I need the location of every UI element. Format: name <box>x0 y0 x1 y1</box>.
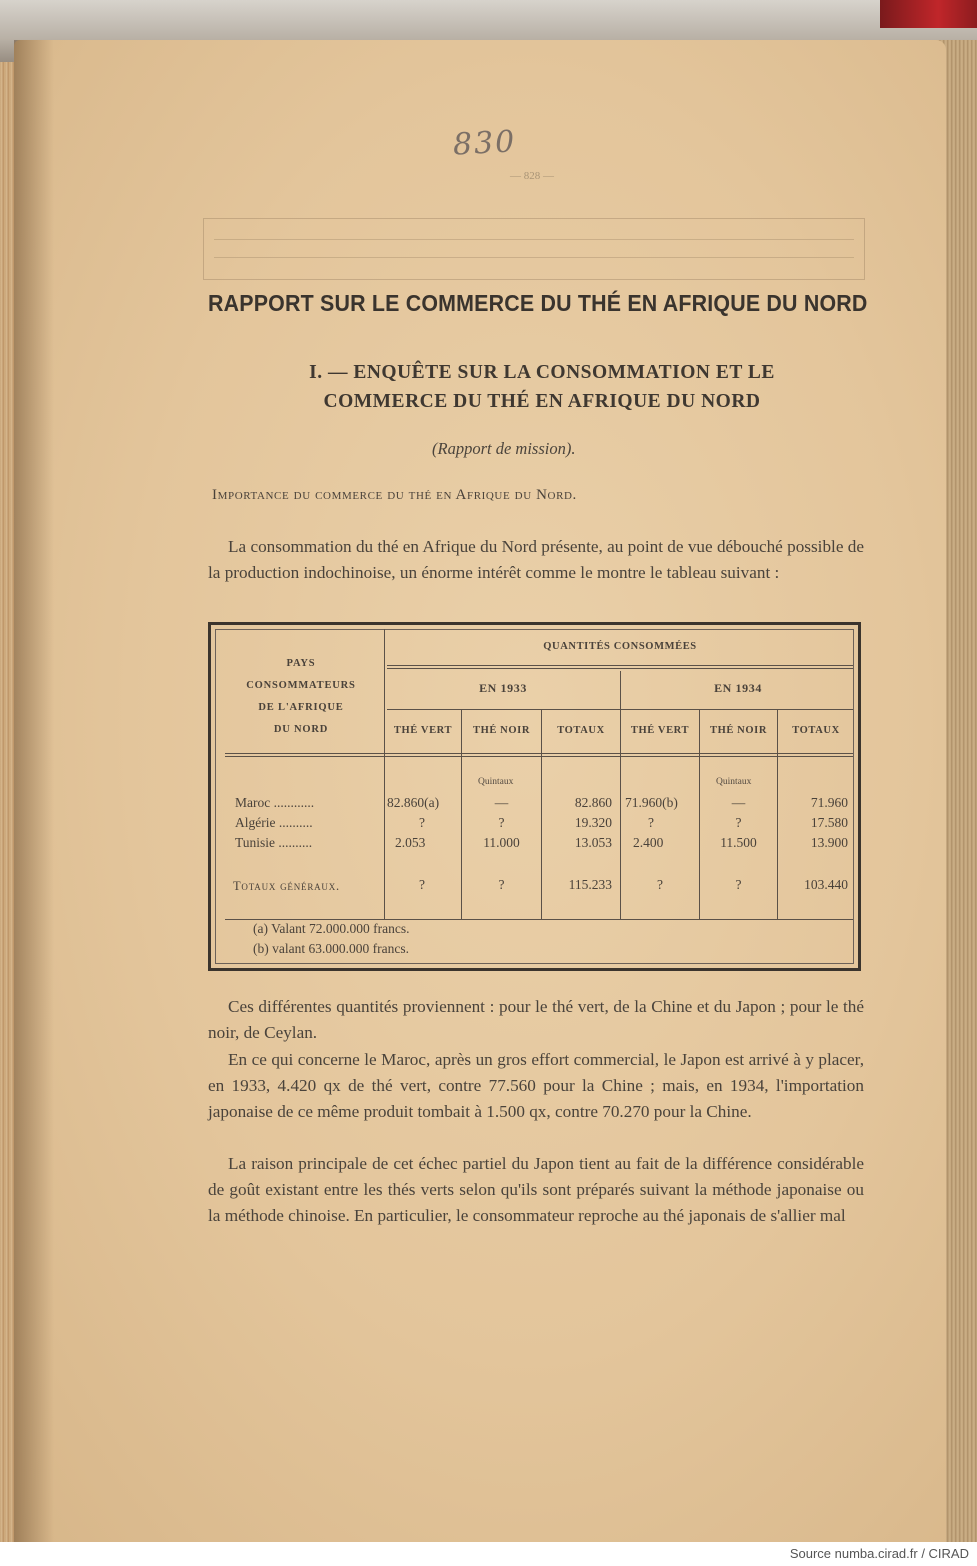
country-header-line: CONSOMMATEURS <box>246 680 356 691</box>
table-cell: ? <box>735 877 742 892</box>
section-title-line-1: I. — ENQUÊTE SUR LA CONSOMMATION ET LE <box>309 362 775 383</box>
table-cell: 71.960(b) <box>625 795 678 810</box>
paragraph-raison: La raison principale de cet échec partiel du Japon tient au fait de la différence considérable de goût existant entre les thés verts selon qu'ils sont préparés suivant la méthode japonaise ou la méthode chinoise. En particulier, le consommateur reproche au thé japonais de s'allier mal <box>208 1154 864 1225</box>
table-cell: 71.960 <box>810 795 848 810</box>
table-cell: 11.000 <box>483 835 520 850</box>
bookmark-ribbon <box>880 0 977 28</box>
table-cell: 82.860(a) <box>387 795 440 810</box>
table-cell: 13.053 <box>574 835 612 850</box>
table-cell: 2.053 <box>395 835 426 850</box>
table-cell: ? <box>648 815 654 830</box>
paragraph-maroc: En ce qui concerne le Maroc, après un gros effort commercial, le Japon est arrivé à y placer, en 1933, 4.420 qx de thé vert, contre 77.560 pour la Chine ; mais, en 1934, l'importation japonaise de ce même produit tombait à 1.500 qx, contre 70.270 pour la Chine. <box>208 1050 864 1121</box>
paragraph-intro: La consommation du thé en Afrique du Nord présente, au point de vue débouché possible de la production indochinoise, un énorme intérêt comme le montre le tableau suivant : <box>208 537 864 582</box>
col-totaux-1933: TOTAUX <box>557 725 605 736</box>
col-the-vert-1934: THÉ VERT <box>630 725 690 736</box>
country-header-line: DE L'AFRIQUE <box>258 702 344 713</box>
row-country: Algérie .......... <box>235 815 313 830</box>
table-cell: 19.320 <box>574 815 612 830</box>
table-cell: 17.580 <box>810 815 848 830</box>
table-cell: 11.500 <box>720 835 757 850</box>
subtitle: (Rapport de mission). <box>432 439 576 458</box>
footnote-b: (b) valant 63.000.000 francs. <box>253 941 409 956</box>
totals-label: Totaux généraux. <box>233 879 340 893</box>
col-the-vert-1933: THÉ VERT <box>393 725 453 736</box>
section-title-line-2: COMMERCE DU THÉ EN AFRIQUE DU NORD <box>323 391 761 412</box>
table-cell: ? <box>419 815 425 830</box>
table-cell: 115.233 <box>568 877 612 892</box>
page-number: — 828 — <box>510 170 554 182</box>
table-cell: ? <box>498 877 505 892</box>
handwritten-number: 830 <box>452 124 518 163</box>
show-through-table <box>203 218 865 280</box>
col-the-noir-1933: THÉ NOIR <box>472 725 531 736</box>
row-country: Tunisie .......... <box>235 835 313 850</box>
footnote-a: (a) Valant 72.000.000 francs. <box>253 921 410 936</box>
col-totaux-1934: TOTAUX <box>792 725 840 736</box>
table-cell: — <box>494 795 509 810</box>
country-header-line: DU NORD <box>273 724 329 735</box>
table-cell: ? <box>498 815 505 830</box>
main-title: RAPPORT SUR LE COMMERCE DU THÉ EN AFRIQUE DU NORD <box>208 290 868 316</box>
year-1934-header: EN 1934 <box>714 681 762 695</box>
section-title <box>232 358 852 416</box>
col-the-noir-1934: THÉ NOIR <box>709 725 768 736</box>
table-cell: 2.400 <box>633 835 664 850</box>
quantities-header: QUANTITÉS CONSOMMÉES <box>543 641 697 652</box>
country-column-header <box>225 653 377 741</box>
consumption-table <box>208 622 861 971</box>
source-credit: Source numba.cirad.fr / CIRAD <box>789 1546 969 1561</box>
table-cell: ? <box>419 877 425 892</box>
table-cell: — <box>731 795 746 810</box>
unit-label-1933: Quintaux <box>478 777 514 787</box>
year-1933-header: EN 1933 <box>479 681 527 695</box>
row-country: Maroc ............ <box>235 795 315 810</box>
unit-label-1934: Quintaux <box>716 777 752 787</box>
table-cell: ? <box>735 815 742 830</box>
section-heading: Importance du commerce du thé en Afrique du Nord. <box>212 487 577 503</box>
page-gutter-shadow <box>14 40 54 1542</box>
table-cell: ? <box>657 877 663 892</box>
paragraph-origins: Ces différentes quantités proviennent : pour le thé vert, de la Chine et du Japon ; pour le thé noir, de Ceylan. <box>208 997 864 1042</box>
table-cell: 13.900 <box>810 835 848 850</box>
country-header-line: PAYS <box>286 658 316 669</box>
table-cell: 103.440 <box>804 877 848 892</box>
table-cell: 82.860 <box>574 795 612 810</box>
